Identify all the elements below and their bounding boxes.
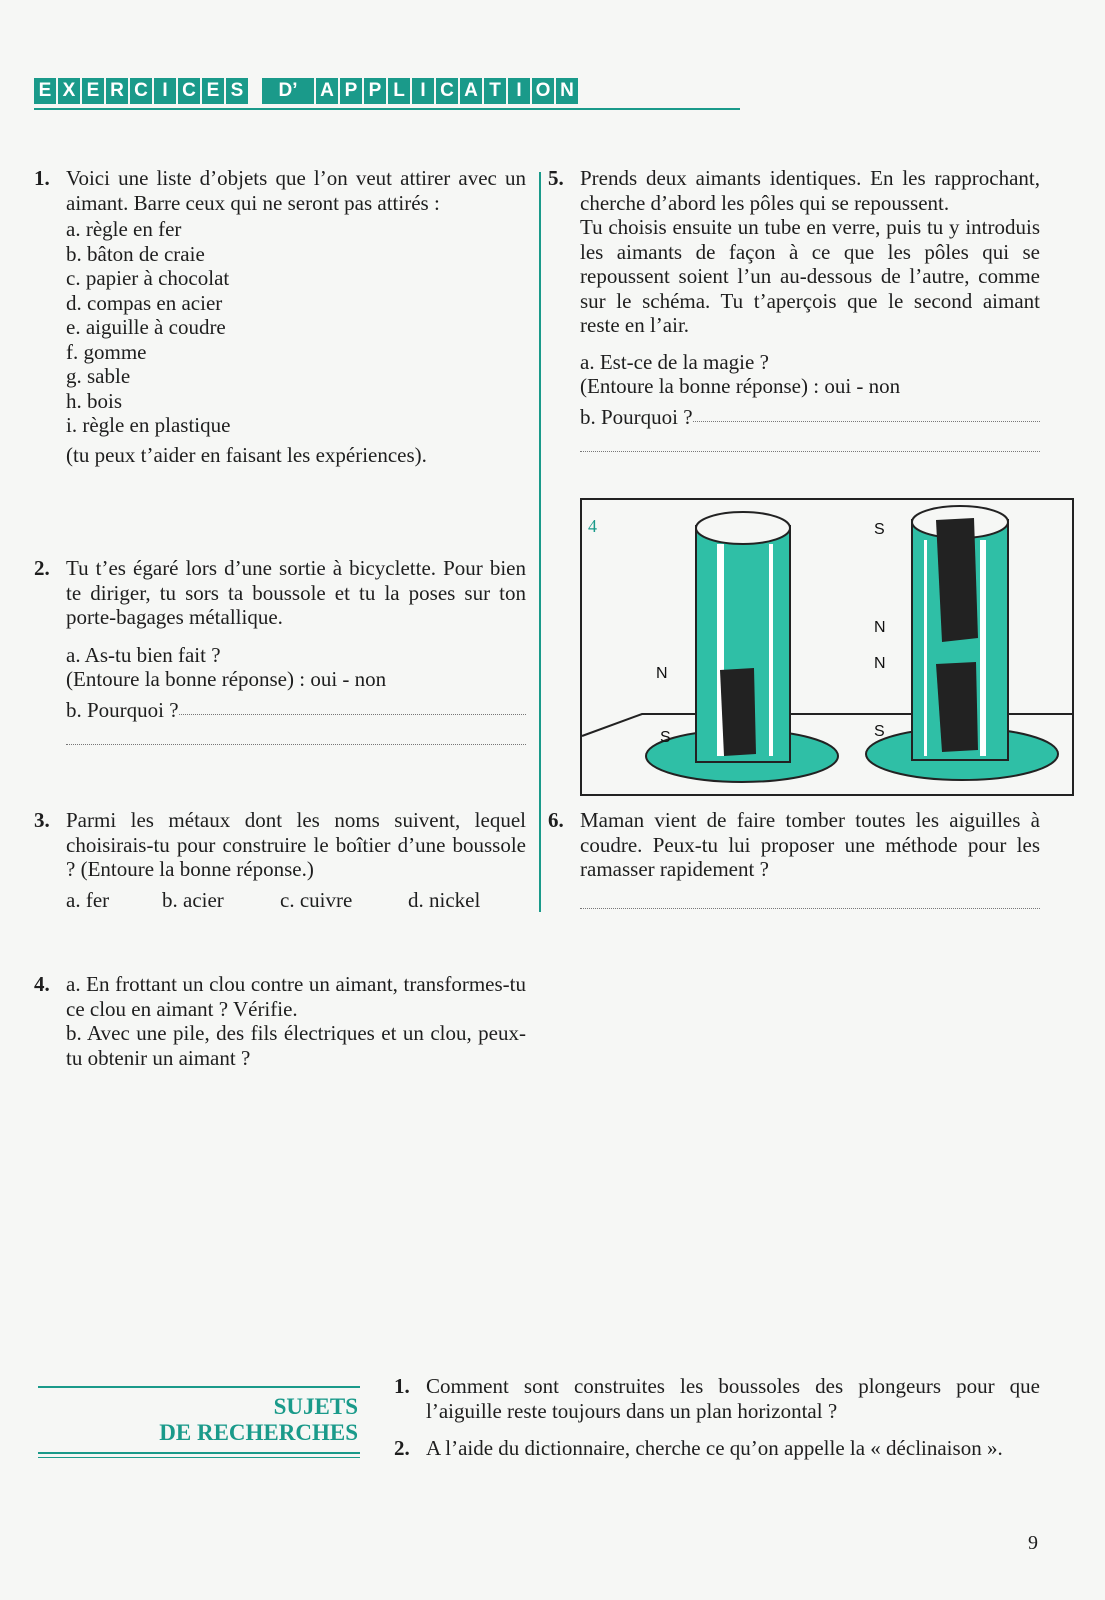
title-line: SUJETS [273,1394,358,1419]
sub-question-a-instruction: (Entoure la bonne réponse) : oui - non [580,374,901,398]
banner-letter: P [340,78,362,104]
answer-line[interactable] [580,429,1040,452]
banner-letter: O [532,78,554,104]
sub-question-b [580,405,1040,430]
banner-letter: P [364,78,386,104]
exercise-6 [548,808,1040,909]
pole-label: N [656,665,668,682]
exercise-number: 3. [34,808,50,832]
list-item: g. sable [66,364,131,388]
banner-letter: L [388,78,410,104]
answer-line[interactable] [580,886,1040,909]
choice-list [66,888,526,913]
banner-letter: N [556,78,578,104]
exercise-5 [548,166,1040,452]
sub-question-a: a. En frottant un clou contre un aimant, transformes-tu ce clou en aimant ? Vérifie. [66,972,526,1021]
sub-question-b-label: b. Pourquoi ? [580,404,693,429]
exercise-text: Tu t’es égaré lors d’une sortie à bicyclette. Pour bien te diriger, tu sors ta boussole et tu la poses sur ton porte-bagages métallique. [66,556,526,629]
list-item: h. bois [66,388,123,413]
magnet-tubes-figure [580,498,1074,796]
exercise-text: Tu choisis ensuite un tube en verre, puis tu y introduis les aimants de façon à ce que les pôles qui se repoussent soient l’un au-dessous de l’autre, comme sur le schéma. Tu t’aperçois que le second aimant reste en l’air. [580,215,1040,337]
column-divider [539,172,541,912]
research-topic-1 [394,1374,1040,1423]
list-item: a. règle en fer [66,217,182,241]
page-number: 9 [1028,1532,1038,1554]
exercise-number: 1. [34,166,50,190]
pole-label: S [874,723,885,740]
exercise-4 [34,972,526,1070]
banner-rule [34,108,740,110]
choice-item[interactable]: b. acier [162,887,224,912]
list-item: b. bâton de craie [66,241,205,266]
exercise-number: 5. [548,166,564,190]
research-topics-heading [38,1386,360,1458]
banner-letter: S [226,78,248,104]
exercise-number: 6. [548,808,564,832]
heading-rule [38,1457,360,1458]
list-item: f. gomme [66,339,147,364]
banner-letter: A [316,78,338,104]
sub-question-a: a. As-tu bien fait ? [66,642,221,667]
banner-letter: C [436,78,458,104]
sub-question-b-label: b. Pourquoi ? [66,697,179,722]
banner-letter: X [58,78,80,104]
research-topic-2 [394,1436,1040,1461]
banner-letter: I [508,78,530,104]
sub-question-b: b. Avec une pile, des fils électriques et un clou, peux-tu obtenir un aimant ? [66,1021,526,1070]
pole-label: N [874,655,886,672]
choice-item[interactable]: c. cuivre [280,887,353,912]
exercise-3 [34,808,526,912]
pole-label: S [874,521,885,538]
topic-number: 2. [394,1436,410,1460]
banner-letter: T [484,78,506,104]
section-banner [34,78,580,106]
exercise-text: Prends deux aimants identiques. En les rapprochant, cherche d’abord les pôles qui se repoussent. [580,166,1040,215]
sub-question-a-instruction: (Entoure la bonne réponse) : oui - non [66,667,387,691]
pole-label: S [660,729,671,746]
exercise-text: Maman vient de faire tomber toutes les aiguilles à coudre. Peux-tu lui proposer une méthode pour les ramasser rapidement ? [580,808,1040,881]
list-item: e. aiguille à coudre [66,315,226,339]
answer-line[interactable] [66,722,526,745]
banner-letter: E [202,78,224,104]
topic-text: Comment sont construites les boussoles des plongeurs pour que l’aiguille reste toujours dans un plan horizontal ? [426,1374,1040,1423]
exercise-2 [34,556,526,745]
list-item: c. papier à chocolat [66,266,230,290]
exercise-text: Parmi les métaux dont les noms suivent, lequel choisirais-tu pour construire le boîtier d’une boussole ? (Entoure la bonne réponse.) [66,808,526,881]
list-item: i. règle en plastique [66,413,231,437]
title-line: DE RECHERCHES [159,1420,358,1445]
exercise-note: (tu peux t’aider en faisant les expériences). [66,442,427,467]
banner-letter: C [130,78,152,104]
answer-line[interactable] [179,698,526,715]
exercise-text: Voici une liste d’objets que l’on veut attirer avec un aimant. Barre ceux qui ne seront pas attirés : [66,166,526,215]
pole-label: N [874,619,886,636]
topic-text: A l’aide du dictionnaire, cherche ce qu’on appelle la « déclinaison ». [426,1436,1003,1460]
topic-number: 1. [394,1374,410,1398]
heading-rule [38,1452,360,1454]
banner-letter: C [178,78,200,104]
banner-letter: E [82,78,104,104]
choice-item[interactable]: d. nickel [408,887,481,912]
sub-question-a: a. Est-ce de la magie ? [580,349,769,374]
banner-letter: D’ [262,78,314,104]
choice-item[interactable]: a. fer [66,887,110,912]
figure-number: 4 [588,516,597,536]
exercise-1 [34,166,526,467]
banner-letter: I [154,78,176,104]
banner-letter: R [106,78,128,104]
item-list [66,217,526,438]
banner-letter: I [412,78,434,104]
banner-letter: A [460,78,482,104]
research-topics-title [38,1388,360,1452]
exercise-number: 4. [34,972,50,996]
sub-question-b [66,698,526,723]
banner-letter: E [34,78,56,104]
answer-line[interactable] [693,405,1040,422]
exercise-number: 2. [34,556,50,580]
list-item: d. compas en acier [66,290,223,315]
figure-drawing [582,500,1072,794]
